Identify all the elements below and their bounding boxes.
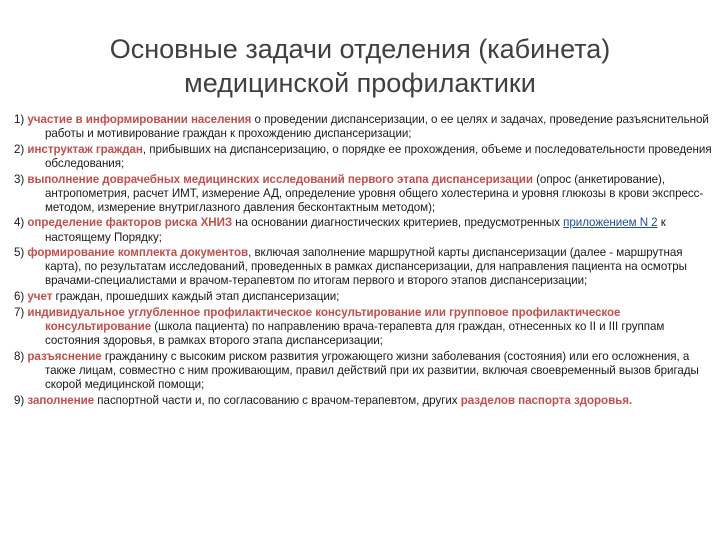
tasks-list	[14, 113, 714, 409]
task-highlight: заполнение	[27, 393, 95, 407]
task-text: гражданину с высоким риском развития угрожающего жизни заболевания (состояния) или его осложнения, а также лицам, совместно с ним проживающим, правил действий при их развитии, включая своевременный вызов бригады скорой медицинской помощи;	[45, 349, 699, 391]
task-highlight: инструктаж граждан	[27, 142, 143, 156]
task-item-4	[14, 216, 714, 244]
title-line-1: Основные задачи отделения (кабинета)	[109, 34, 611, 64]
task-item-3	[14, 173, 714, 215]
task-highlight: формирование комплекта документов	[27, 246, 249, 260]
task-highlight-tail: разделов паспорта здоровья.	[460, 393, 633, 407]
task-item-1	[14, 113, 714, 141]
task-item-9	[14, 394, 714, 408]
task-text: граждан, прошедших каждый этап диспансеризации;	[52, 290, 340, 304]
task-highlight: участие в информировании населения	[27, 113, 252, 126]
task-highlight: определение факторов риска ХНИЗ	[27, 216, 233, 230]
task-number: 5)	[14, 246, 25, 260]
task-item-8	[14, 350, 714, 392]
task-number: 8)	[14, 349, 25, 363]
task-item-2	[14, 143, 714, 171]
task-text: на основании диагностических критериев, предусмотренных	[232, 216, 564, 230]
task-text: (школа пациента) по направлению врача-терапевта для граждан, отнесенных ко II и III группам состояния здоровья, в рамках второго этапа диспансеризации;	[45, 319, 665, 347]
task-text: , прибывших на диспансеризацию, о порядке ее прохождения, объеме и последовательности проведения обследования;	[45, 142, 712, 170]
appendix-link[interactable]: приложением N 2	[563, 216, 658, 230]
task-item-7	[14, 306, 714, 348]
slide-title	[40, 32, 680, 100]
task-number: 3)	[14, 172, 25, 186]
task-text-tail: к настоящему Порядку;	[45, 216, 666, 244]
task-item-5	[14, 246, 714, 288]
task-text: , включая заполнение маршрутной карты диспансеризации (далее - маршрутная карта), по результатам исследований, проведенных в рамках диспансеризации, для направления пациента на осмотры врачами-специалистами и врачом-терапевтом по итогам первого и второго этапов диспансеризации;	[45, 246, 687, 288]
task-highlight: индивидуальное углубленное профилактическое консультирование или групповое профилактическое консультирование	[27, 305, 621, 333]
task-highlight: разъяснение	[27, 349, 102, 363]
task-text: о проведении диспансеризации, о ее целях и задачах, проведение разъяснительной работы и мотивирование граждан к прохождению диспансеризации;	[45, 113, 709, 141]
task-number: 2)	[14, 142, 25, 156]
task-text: (опрос (анкетирование), антропометрия, расчет ИМТ, измерение АД, определение уровня общего холестерина и уровня глюкозы в крови экспресс-методом, измерение внутриглазного давления бесконтактным методом);	[45, 172, 704, 214]
task-number: 6)	[14, 290, 25, 304]
task-highlight: учет	[27, 290, 53, 304]
title-line-2: медицинской профилактики	[184, 68, 536, 98]
task-number: 7)	[14, 305, 25, 319]
task-item-6	[14, 290, 714, 304]
task-text: паспортной части и, по согласованию с врачом-терапевтом, других	[94, 393, 461, 407]
task-number: 1)	[14, 113, 25, 126]
task-highlight: выполнение доврачебных медицинских исследований первого этапа диспансеризации	[27, 172, 533, 186]
task-number: 4)	[14, 216, 25, 230]
task-number: 9)	[14, 393, 25, 407]
